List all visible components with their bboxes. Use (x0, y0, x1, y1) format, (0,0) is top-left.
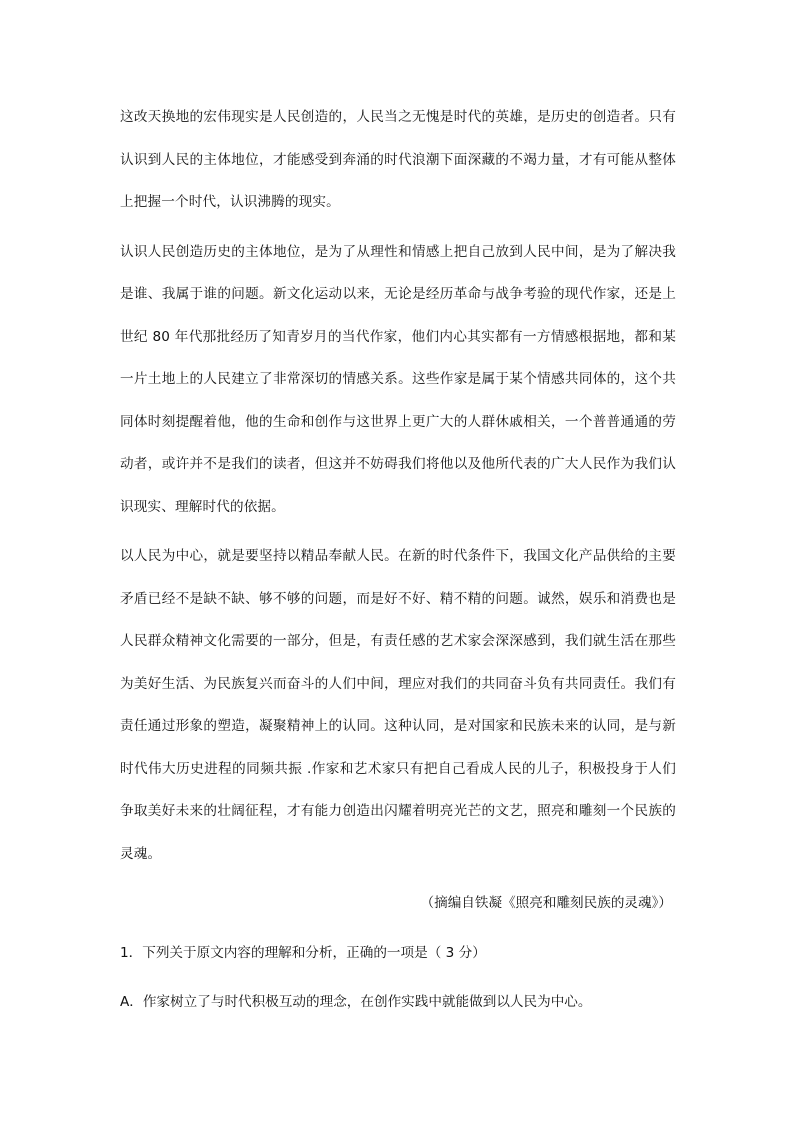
paragraph-1: 这改天换地的宏伟现实是人民创造的，人民当之无愧是时代的英雄，是历史的创造者。只有认识到人民的主体地位，才能感受到奔涌的时代浪潮下面深藏的不竭力量，才有可能从整体上把握一个时代，认识沸腾的现实。 (120, 109, 676, 210)
document-page (120, 96, 676, 1024)
question-stem: 1．下列关于原文内容的理解和分析，正确的一项是（ 3 分） (120, 944, 486, 961)
option-a: A．作家树立了与时代积极互动的理念，在创作实践中就能做到以人民为中心。 (120, 994, 592, 1010)
paragraph-2: 认识人民创造历史的主体地位，是为了从理性和情感上把自己放到人民中间，是为了解决我是谁、我属于谁的问题。新文化运动以来，无论是经历革命与战争考验的现代作家，还是上世纪 80 年代那批经历了知青岁月的当代作家，他们内心其实都有一方情感根据地，都和某一片土地上的人民建立了非常深切的情感关系。这些作家是属于某个情感共同体的，这个共同体时刻提醒着他，他的生命和创作与这世界上更广大的人群休戚相关，一个普普通通的劳动者，或许并不是我们的读者，但这并不妨碍我们将他以及他所代表的广大人民作为我们认识现实、理解时代的依据。 (120, 243, 676, 515)
source-citation: （摘编自铁凝《照亮和雕刻民族的灵魂》） (420, 895, 672, 911)
paragraph-3: 以人民为中心，就是要坚持以精品奉献人民。在新的时代条件下，我国文化产品供给的主要矛盾已经不是缺不缺、够不够的问题，而是好不好、精不精的问题。诚然，娱乐和消费也是人民群众精神文化需要的一部分，但是，有责任感的艺术家会深深感到，我们就生活在那些为美好生活、为民族复兴而奋斗的人们中间，理应对我们的共同奋斗负有共同责任。我们有责任通过形象的塑造，凝聚精神上的认同。这种认同，是对国家和民族未来的认同，是与新时代伟大历史进程的同频共振 .作家和艺术家只有把自己看成人民的儿子，积极投身于人们争取美好未来的壮阔征程，才有能力创造出闪耀着明亮光芒的文艺，照亮和雕刻一个民族的灵魂。 (120, 548, 676, 862)
